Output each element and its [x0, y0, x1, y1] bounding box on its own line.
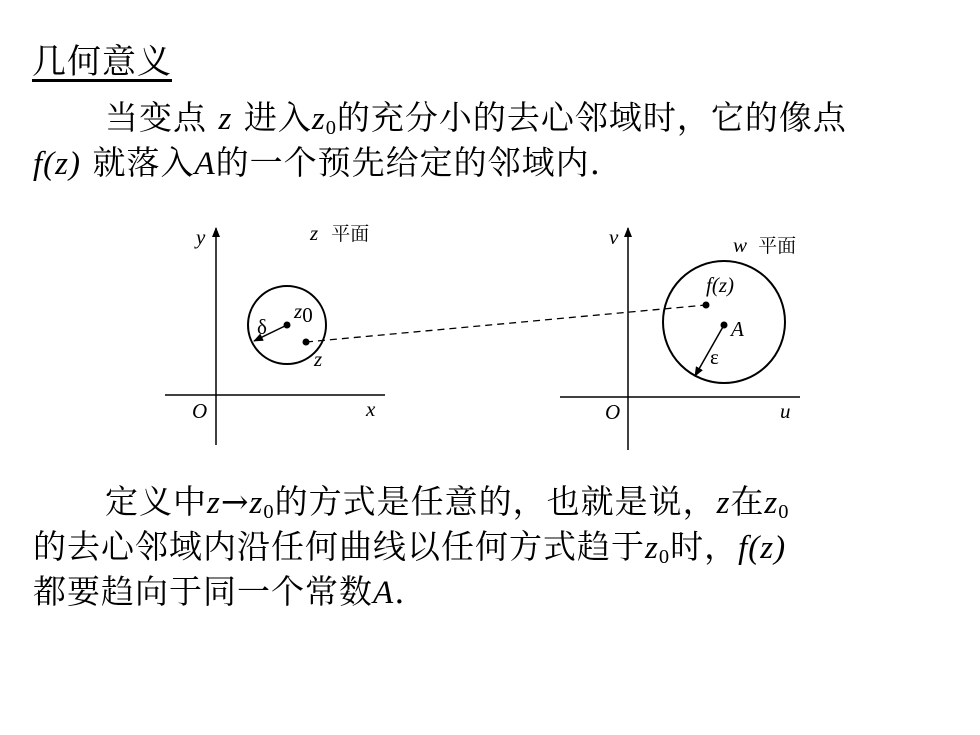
subscript-0: 0 — [325, 117, 337, 140]
z0-label: z0 — [294, 299, 313, 327]
v-axis-label: v — [609, 225, 619, 249]
u-axis-label: u — [780, 399, 791, 423]
var-z: z — [218, 101, 233, 137]
A-label: A — [731, 317, 744, 341]
text-run: 就落入 — [92, 143, 195, 182]
w-plane-origin: O — [605, 400, 621, 424]
fz-label: f(z) — [706, 273, 734, 297]
epsilon-label: ε — [710, 345, 719, 369]
text-run: . — [394, 572, 406, 611]
var-z0: z — [249, 485, 264, 521]
z-plane-title: z 平面 — [310, 221, 370, 245]
text-run: 都要趋向于同一个常数 — [33, 572, 373, 611]
var-z: z — [207, 485, 221, 521]
var-A: A — [373, 575, 395, 611]
delta-label: δ — [257, 315, 267, 339]
var-A: A — [194, 146, 216, 182]
text-run: 的充分小的去心邻域时，它的像点 — [336, 98, 847, 137]
z-point-label: z — [314, 347, 323, 371]
var-z0: z — [764, 485, 779, 521]
text-run: 的一个预先给定的邻域内. — [215, 143, 602, 182]
section-heading: 几何意义 — [32, 42, 172, 82]
text-run: 在 — [730, 482, 765, 521]
w-plane-title: w 平面 — [733, 233, 797, 257]
subscript-0: 0 — [658, 546, 671, 569]
mapping-dashed-line — [306, 305, 706, 342]
text-run: 进入 — [243, 98, 312, 137]
text-run: 时， — [670, 527, 739, 566]
fz-point — [703, 302, 710, 309]
paragraph-definition-note — [33, 480, 789, 615]
text-run: 的方式是任意的，也就是说， — [274, 482, 717, 521]
text-run: 的去心邻域内沿任何曲线以任何方式趋于 — [33, 527, 645, 566]
var-fz: f(z) — [33, 146, 81, 182]
subscript-0: 0 — [263, 501, 275, 524]
y-axis-label: y — [196, 225, 206, 249]
var-z: z — [716, 485, 731, 521]
var-z0: z — [645, 530, 659, 566]
text-run: 定义中 — [105, 482, 207, 521]
text-run: 当变点 — [105, 98, 207, 137]
var-z0: z — [311, 101, 326, 137]
arrow-symbol: → — [220, 482, 250, 521]
z-plane-origin: O — [192, 399, 208, 423]
var-fz: f(z) — [738, 530, 787, 566]
subscript-0: 0 — [778, 501, 790, 524]
x-axis-label: x — [366, 397, 376, 421]
